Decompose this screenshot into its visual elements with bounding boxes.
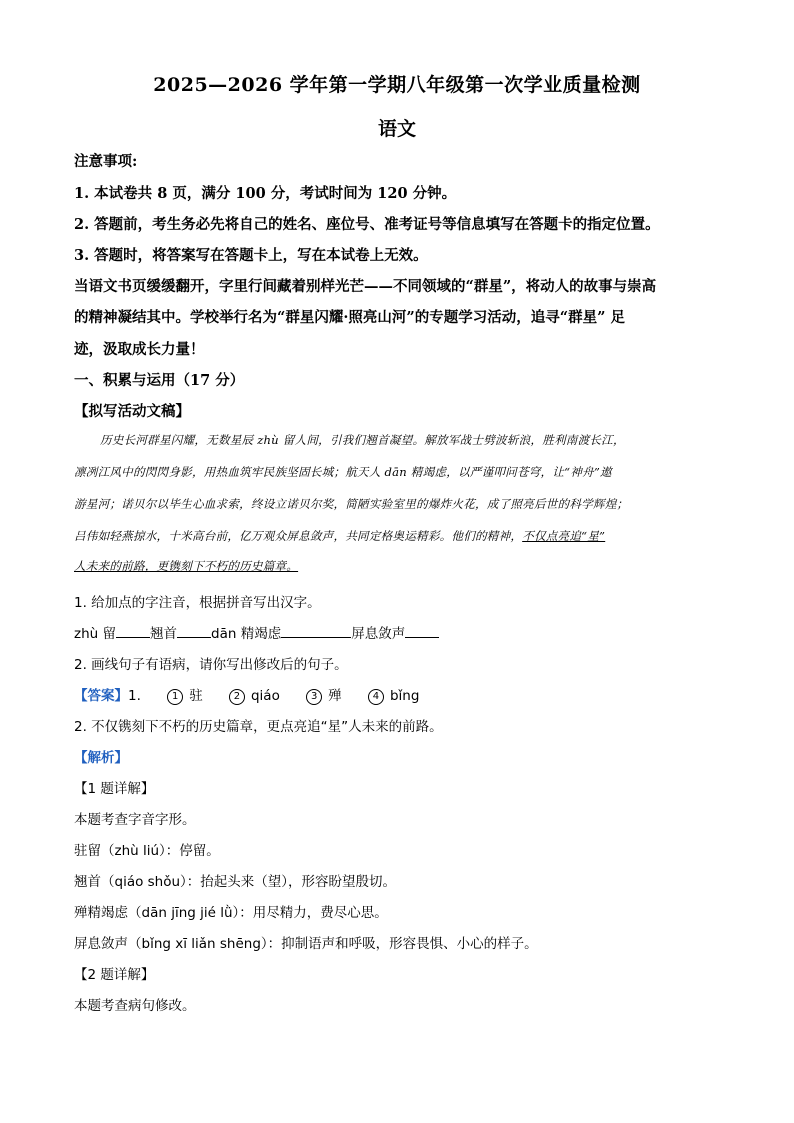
- circled-number: 4: [368, 689, 384, 705]
- detail-line: 本题考查病句修改。: [74, 998, 196, 1014]
- detail-line: 驻留（zhù liú）：停留。: [74, 843, 220, 859]
- circled-number: 1: [167, 689, 183, 705]
- q1-item: 屏息敛声: [351, 626, 406, 642]
- draft-heading: 【拟写活动文稿】: [74, 403, 190, 420]
- answer-text: qiáo: [250, 688, 280, 704]
- underlined-sentence: 人未来的前路，更镌刻下不朽的历史篇章。: [74, 559, 299, 573]
- answer-label: 【答案】: [74, 688, 128, 704]
- q1-item: dān 精竭虑: [211, 626, 282, 642]
- intro-line: 迹，汲取成长力量！: [74, 341, 205, 358]
- answer-blank: [281, 623, 351, 638]
- section-heading: 一、积累与运用（17 分）: [74, 372, 245, 389]
- detail-heading: 【1 题详解】: [74, 781, 155, 797]
- passage-text: 吕伟如轻燕掠水，十米高台前，亿万观众屏息敛声，共同定格奥运精彩。他们的精神，: [74, 529, 523, 543]
- detail-line: 本题考查字音字形。: [74, 812, 196, 828]
- detail-heading: 【2 题详解】: [74, 967, 155, 983]
- answer-blank: [116, 623, 150, 638]
- answer-item: [229, 688, 280, 705]
- answer-item: [167, 684, 203, 705]
- answer-item: [368, 688, 419, 705]
- passage-line: 凛冽江风中的閃閃身影，用热血筑牢民族坚固长城；航天人 dān 精竭虑，以严谨叩问苍穹，让“神舟”遨: [74, 465, 612, 479]
- notice-item: 1. 本试卷共 8 页，满分 100 分，考试时间为 120 分钟。: [74, 185, 457, 202]
- answer-text: 驻: [189, 688, 203, 704]
- question-1-blanks: [74, 622, 734, 642]
- intro-line: 的精神凝结其中。学校举行名为“群星闪耀·照亮山河”的专题学习活动，追寻“群星” 足: [74, 309, 625, 326]
- answer-text: bǐng: [389, 688, 420, 704]
- detail-line: 殚精竭虑（dān jīng jié lǜ）：用尽精力，费尽心思。: [74, 905, 388, 921]
- notice-heading: 注意事项:: [74, 153, 138, 170]
- question-2: 2. 画线句子有语病，请你写出修改后的句子。: [74, 657, 348, 673]
- answer-blank: [405, 623, 439, 638]
- passage-line: 游星河；诺贝尔以毕生心血求索，终设立诺贝尔奖，简陋实验室里的爆炸火花，成了照亮后世的科学辉煌；: [74, 497, 629, 511]
- answer-row: [74, 684, 734, 705]
- question-1: 1. 给加点的字注音，根据拼音写出汉字。: [74, 595, 321, 611]
- answer-lead: 1.: [128, 688, 141, 704]
- subject-title: 语文: [377, 118, 416, 140]
- notice-item: 3. 答题时，将答案写在答题卡上，写在本试卷上无效。: [74, 247, 428, 264]
- answer-2: 2. 不仅镌刻下不朽的历史篇章，更点亮追“星”人未来的前路。: [74, 719, 443, 735]
- underlined-sentence: 不仅点亮追“星”: [522, 529, 606, 543]
- analysis-label: 【解析】: [74, 750, 128, 766]
- intro-line: 当语文书页缓缓翻开，字里行间藏着别样光芒——不同领域的“群星”，将动人的故事与崇高: [74, 278, 657, 295]
- passage-line: [74, 528, 734, 544]
- answer-item: [306, 684, 342, 705]
- q1-item: 翘首: [150, 626, 177, 642]
- detail-line: 翘首（qiáo shǒu）：抬起头来（望），形容盼望殷切。: [74, 874, 397, 890]
- detail-line: 屏息敛声（bǐng xī liǎn shēng）：抑制语声和呼吸，形容畏惧、小心的样子。: [74, 936, 538, 952]
- passage-line: 历史长河群星闪耀，无数星辰 zhù 留人间，引我们翘首凝望。解放军战士劈波斩浪，胜利南渡长江，: [100, 433, 625, 447]
- circled-number: 2: [229, 689, 245, 705]
- q1-item: zhù 留: [74, 626, 116, 642]
- answer-text: 殚: [328, 688, 342, 704]
- answer-blank: [177, 623, 211, 638]
- notice-item: 2. 答题前，考生务必先将自己的姓名、座位号、准考证号等信息填写在答题卡的指定位置。: [74, 216, 660, 233]
- exam-title: 2025—2026 学年第一学期八年级第一次学业质量检测: [153, 74, 641, 96]
- circled-number: 3: [306, 689, 322, 705]
